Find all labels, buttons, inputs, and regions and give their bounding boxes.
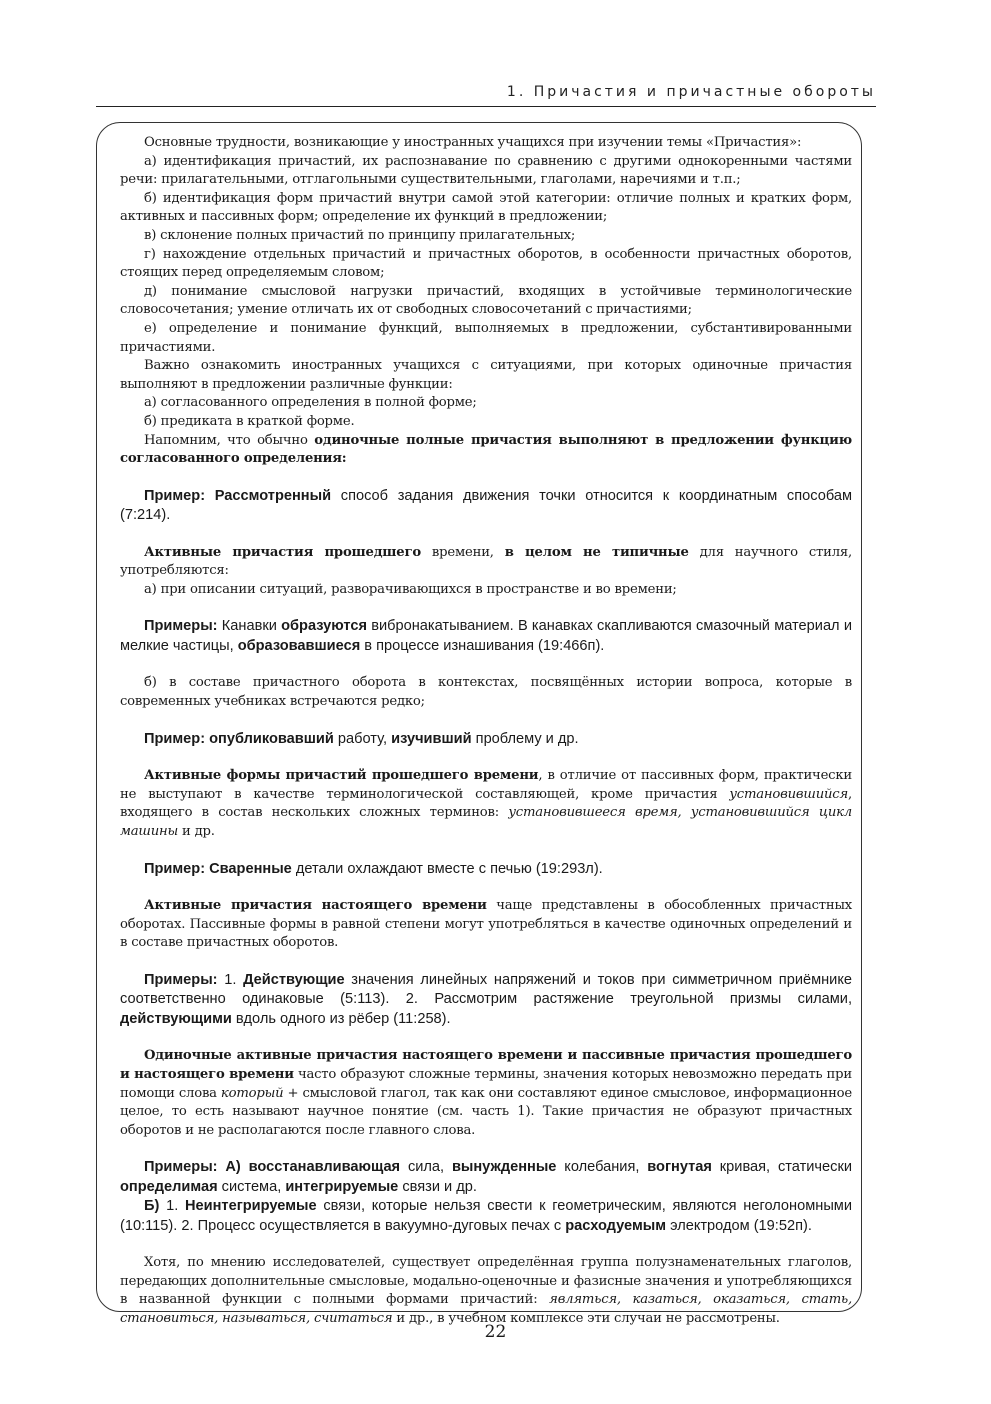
text-span: Канавки <box>217 618 282 635</box>
text-span: + смысловой глагол, так как они составляют единое смысловое, информационное целое, то есть называют научное понятие (см. часть 1). Такие причастия не образуют причастных оборотов и не располагаются после главного слова. <box>120 1085 853 1138</box>
reminder-paragraph <box>120 432 852 469</box>
bold-span: интегрируемые <box>285 1178 399 1195</box>
active-forms-paragraph <box>120 767 852 841</box>
difficulty-b: б) идентификация форм причастий внутри самой этой категории: отличие полных и кратких форм, активных и пассивных форм; определение их функций в предложении; <box>120 190 852 225</box>
bold-span: Б) <box>144 1198 160 1215</box>
example-6b <box>120 1197 852 1236</box>
text-span: способ задания движения точки относится к координатным способам (7:214). <box>120 487 852 524</box>
bold-span: образуются <box>281 618 367 635</box>
difficulty-g: г) нахождение отдельных причастий и причастных оборотов, в особенности причастных оборотов, стоящих перед определяемым словом; <box>120 246 852 281</box>
text-span: работу, <box>333 730 392 747</box>
bold-span: действующими <box>120 1010 232 1027</box>
example-2 <box>120 617 852 656</box>
text-span: и др., в учебном комплексе эти случаи не рассмотрены. <box>392 1311 780 1327</box>
page-number: 22 <box>484 1322 507 1342</box>
text-span: и др. <box>178 823 215 839</box>
text-span: 1. <box>159 1198 185 1215</box>
text-span: времени, <box>420 544 505 560</box>
difficulty-a: а) идентификация причастий, их распознавание по сравнению с другими однокоренными частями речи: прилагательными, отглагольными существительными, глаголами, наречиями и т.п.; <box>120 153 852 188</box>
function-a: а) согласованного определения в полной форме; <box>144 395 477 411</box>
italic-span: являться, казаться, оказаться, стать, становиться, называться, считаться <box>120 1292 852 1327</box>
example-6a <box>120 1158 852 1197</box>
text-span: в процессе изнашивания (19:466п). <box>360 637 605 654</box>
text-span: кривая, статически <box>711 1159 852 1176</box>
bold-span: Активные формы причастий прошедшего времени <box>144 768 539 784</box>
example-3 <box>120 730 852 750</box>
example-5 <box>120 971 852 1030</box>
active-past-item-a: а) при описании ситуаций, разворачивающихся в пространстве и во времени; <box>144 581 677 597</box>
bold-span: расходуемым <box>565 1217 667 1234</box>
text-span: сила, <box>400 1159 452 1176</box>
italic-span: который <box>220 1085 284 1101</box>
bold-span: вогнутая <box>647 1159 712 1176</box>
bold-span: определимая <box>120 1178 218 1195</box>
bold-span: Примеры: <box>144 971 218 988</box>
bold-span: Пример: Сваренные <box>144 860 292 877</box>
text-span: значения линейных напряжений и токов при симметричном приёмнике соответственно одинаковые (5:113). 2. Рассмотрим растяжение треугольной призмы силами, <box>120 971 853 1008</box>
bold-span: Одиночные активные причастия настоящего времени и пассивные причастия прошедшего и настоящего времени <box>120 1048 852 1082</box>
text-span: электродом (19:52п). <box>666 1217 812 1234</box>
text-span: вибронакатыванием. В канавках скапливаются смазочный материал и мелкие частицы, <box>120 618 852 654</box>
intro-line: Основные трудности, возникающие у иностранных учащихся при изучении темы «Причастия»: <box>144 135 802 150</box>
bold-span: Активные причастия настоящего времени <box>144 898 487 914</box>
bold-span: вынужденные <box>451 1159 557 1176</box>
active-past-item-b: б) в составе причастного оборота в контекстах, посвящённых истории вопроса, которые в современных учебниках встречаются редко; <box>120 675 852 710</box>
example-1 <box>120 487 852 526</box>
text-span: вдоль одного из рёбер (11:258). <box>231 1010 451 1027</box>
text-span: система, <box>217 1178 286 1195</box>
bold-span: Примеры: <box>144 618 218 635</box>
closing-paragraph <box>120 1254 852 1328</box>
text-span: , в отличие от пассивных форм, практически не выступают в качестве терминологической составляющей, кроме причастия <box>120 768 853 802</box>
difficulty-e: е) определение и понимание функций, выполняемых в предложении, субстантивированными причастиями. <box>120 320 852 355</box>
italic-span: установившееся время, установившийся цикл машины <box>120 805 852 839</box>
bold-span: Активные причастия прошедшего <box>144 544 421 560</box>
bold-span: Пример: Рассмотренный <box>144 487 332 504</box>
difficulty-v: в) склонение полных причастий по принципу прилагательных; <box>144 227 576 243</box>
text-span: для научного стиля, употребляются: <box>120 544 852 579</box>
text-span: проблему и др. <box>471 730 579 747</box>
bold-span: : <box>341 451 347 467</box>
bold-span: Пример: опубликовавший <box>144 730 334 747</box>
text-span: чаще представлены в обособленных причастных оборотах. Пассивные формы в равной степени могут употребляться в качестве одиночных определений и в составе причастных оборотов. <box>120 898 852 951</box>
bold-span: Действующие <box>243 971 345 988</box>
text-span: часто образуют сложные термины, значения которых невозможно передать при помощи слова <box>120 1066 852 1101</box>
text-span: колебания, <box>556 1159 648 1176</box>
text-span: Напомним, что обычно <box>144 432 315 448</box>
text-span: связи и др. <box>398 1178 477 1195</box>
page-content <box>120 134 852 1329</box>
example-4 <box>120 860 852 880</box>
text-span: 1. <box>217 971 244 988</box>
bold-span: в целом не типичные <box>504 544 689 560</box>
bold-span: Примеры: А) восстанавливающая <box>144 1159 401 1176</box>
bold-span: изучивший <box>391 730 472 747</box>
bold-span: одиночные полные причастия выполняют в предложении функцию согласованного определения <box>120 432 852 467</box>
text-span: детали охлаждают вместе с печью (19:293л). <box>291 860 603 877</box>
running-title: 1. Причастия и причастные обороты <box>506 84 876 100</box>
text-span: Хотя, по мнению исследователей, существует определённая группа полузнаменательных глаголов, передающих дополнительные смысловые, модально-оценочные и фазисные значения и употребляющихся в названной функции с полными формами причастий: <box>120 1255 852 1308</box>
active-past-paragraph <box>120 544 852 581</box>
header-rule <box>96 106 876 107</box>
single-participles-paragraph <box>120 1047 852 1140</box>
important-note: Важно ознакомить иностранных учащихся с ситуациями, при которых одиночные причастия выполняют в предложении различные функции: <box>120 358 852 392</box>
bold-span: Неинтегрируемые <box>184 1198 317 1215</box>
difficulty-d: д) понимание смысловой нагрузки причастий, входящих в устойчивые терминологические словосочетания; умение отличать их от свободных словосочетаний с причастиями; <box>120 283 852 318</box>
text-span: , входящего в состав нескольких сложных терминов: <box>120 786 852 821</box>
function-b: б) предиката в краткой форме. <box>144 413 355 429</box>
text-span: связи, которые нельзя свести к геометрическим, являются неголономными (10:115). 2. Процесс осуществляется в вакуумно-дуговых печах с <box>120 1198 852 1234</box>
active-present-paragraph <box>120 897 852 953</box>
bold-span: образовавшиеся <box>237 637 361 654</box>
italic-span: установившийся <box>729 786 848 802</box>
